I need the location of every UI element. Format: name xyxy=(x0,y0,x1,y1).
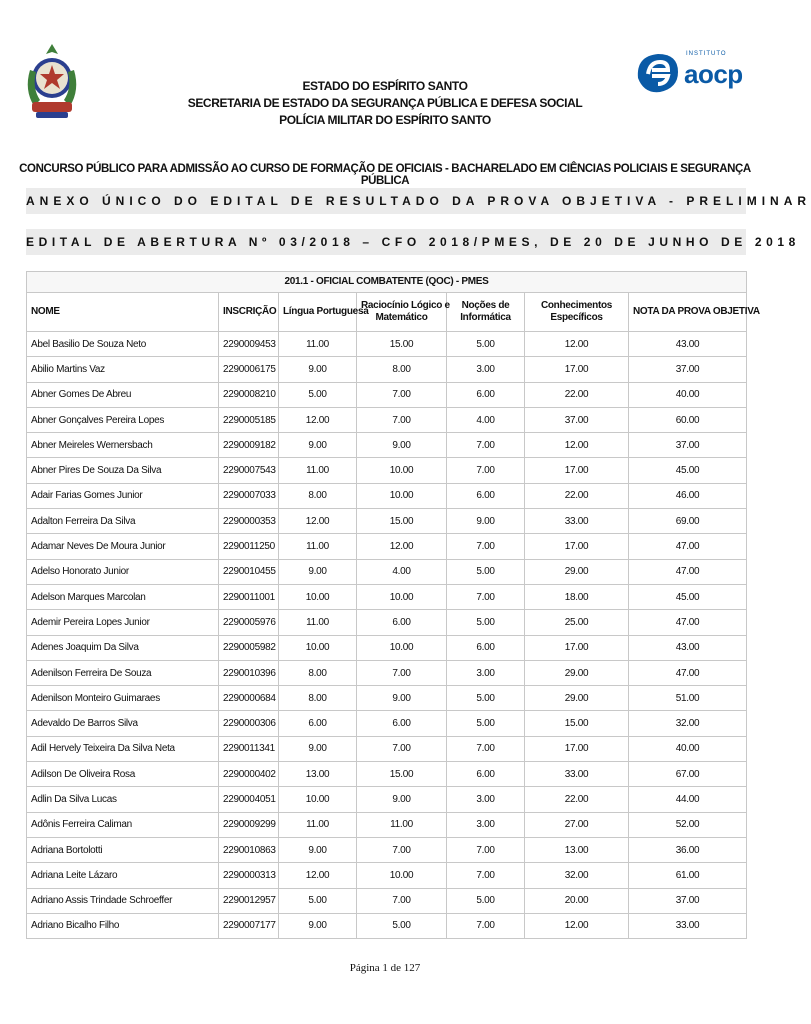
cell-nocoes: 5.00 xyxy=(447,610,525,635)
cell-portugues: 9.00 xyxy=(279,357,357,382)
cell-raciocinio: 10.00 xyxy=(357,863,447,888)
col-header-nocoes-line2: Informática xyxy=(460,312,511,323)
cell-conhecimentos: 22.00 xyxy=(525,483,629,508)
header-secretariat: SECRETARIA DE ESTADO DA SEGURANÇA PÚBLICA E DEFESA SOCIAL xyxy=(187,96,583,110)
cell-raciocinio: 6.00 xyxy=(357,610,447,635)
cell-raciocinio: 8.00 xyxy=(357,357,447,382)
cell-portugues: 5.00 xyxy=(279,888,357,913)
results-table xyxy=(26,271,760,939)
cell-raciocinio: 10.00 xyxy=(357,635,447,660)
cell-nota: 51.00 xyxy=(629,686,747,711)
cell-raciocinio: 9.00 xyxy=(357,787,447,812)
cell-nota: 36.00 xyxy=(629,837,747,862)
table-row xyxy=(27,888,747,913)
cell-nota: 61.00 xyxy=(629,863,747,888)
cell-nome: Adevaldo De Barros Silva xyxy=(27,711,219,736)
cell-nota: 60.00 xyxy=(629,407,747,432)
cell-nome: Adenilson Monteiro Guimaraes xyxy=(27,686,219,711)
cell-nocoes: 3.00 xyxy=(447,357,525,382)
cell-nome: Adriano Assis Trindade Schroeffer xyxy=(27,888,219,913)
cell-conhecimentos: 12.00 xyxy=(525,433,629,458)
cell-portugues: 10.00 xyxy=(279,787,357,812)
cell-raciocinio: 9.00 xyxy=(357,433,447,458)
table-row xyxy=(27,407,747,432)
cell-portugues: 9.00 xyxy=(279,559,357,584)
cell-inscricao: 2290011001 xyxy=(219,584,279,609)
cell-nota: 37.00 xyxy=(629,433,747,458)
cell-nota: 44.00 xyxy=(629,787,747,812)
cell-nocoes: 7.00 xyxy=(447,433,525,458)
cell-nota: 47.00 xyxy=(629,534,747,559)
cell-raciocinio: 7.00 xyxy=(357,382,447,407)
group-title: 201.1 - OFICIAL COMBATENTE (QOC) - PMES xyxy=(27,272,747,293)
cell-raciocinio: 10.00 xyxy=(357,458,447,483)
cell-portugues: 11.00 xyxy=(279,610,357,635)
cell-raciocinio: 9.00 xyxy=(357,686,447,711)
cell-inscricao: 2290008210 xyxy=(219,382,279,407)
cell-portugues: 12.00 xyxy=(279,509,357,534)
cell-nota: 43.00 xyxy=(629,635,747,660)
table-row xyxy=(27,357,747,382)
cell-inscricao: 2290004051 xyxy=(219,787,279,812)
cell-conhecimentos: 17.00 xyxy=(525,458,629,483)
cell-nocoes: 5.00 xyxy=(447,559,525,584)
cell-nome: Adamar Neves De Moura Junior xyxy=(27,534,219,559)
cell-inscricao: 2290007177 xyxy=(219,913,279,938)
cell-inscricao: 2290005976 xyxy=(219,610,279,635)
col-header-conhecimentos-line2: Específicos xyxy=(550,312,603,323)
cell-nome: Adelso Honorato Junior xyxy=(27,559,219,584)
cell-raciocinio: 11.00 xyxy=(357,812,447,837)
cell-nocoes: 6.00 xyxy=(447,635,525,660)
cell-nome: Adriana Bortolotti xyxy=(27,837,219,862)
cell-nocoes: 7.00 xyxy=(447,913,525,938)
cell-nocoes: 4.00 xyxy=(447,407,525,432)
cell-raciocinio: 15.00 xyxy=(357,509,447,534)
cell-raciocinio: 7.00 xyxy=(357,660,447,685)
cell-conhecimentos: 22.00 xyxy=(525,382,629,407)
cell-nota: 37.00 xyxy=(629,888,747,913)
col-header-nocoes xyxy=(447,293,525,332)
cell-portugues: 11.00 xyxy=(279,332,357,357)
cell-portugues: 11.00 xyxy=(279,534,357,559)
cell-nome: Abner Pires De Souza Da Silva xyxy=(27,458,219,483)
cell-inscricao: 2290005982 xyxy=(219,635,279,660)
cell-nome: Adenes Joaquim Da Silva xyxy=(27,635,219,660)
cell-nocoes: 3.00 xyxy=(447,812,525,837)
header-state: ESTADO DO ESPÍRITO SANTO xyxy=(302,79,468,93)
cell-conhecimentos: 17.00 xyxy=(525,357,629,382)
cell-conhecimentos: 17.00 xyxy=(525,635,629,660)
cell-conhecimentos: 17.00 xyxy=(525,534,629,559)
cell-nome: Abner Meireles Wernersbach xyxy=(27,433,219,458)
table-row xyxy=(27,762,747,787)
cell-nota: 52.00 xyxy=(629,812,747,837)
table-row xyxy=(27,711,747,736)
cell-nota: 45.00 xyxy=(629,584,747,609)
cell-nocoes: 7.00 xyxy=(447,584,525,609)
logo-name-text: aocp xyxy=(684,59,743,89)
cell-raciocinio: 7.00 xyxy=(357,407,447,432)
table-row xyxy=(27,787,747,812)
col-header-nota: NOTA DA PROVA OBJETIVA xyxy=(629,293,747,332)
cell-portugues: 12.00 xyxy=(279,407,357,432)
cell-portugues: 9.00 xyxy=(279,736,357,761)
edital-title: EDITAL DE ABERTURA Nº 03/2018 – CFO 2018/PMES, DE 20 DE JUNHO DE 2018 xyxy=(26,229,746,255)
cell-nome: Abner Gonçalves Pereira Lopes xyxy=(27,407,219,432)
cell-nota: 47.00 xyxy=(629,660,747,685)
cell-inscricao: 2290009299 xyxy=(219,812,279,837)
cell-nota: 40.00 xyxy=(629,736,747,761)
table-row xyxy=(27,433,747,458)
cell-nome: Adenilson Ferreira De Souza xyxy=(27,660,219,685)
table-row xyxy=(27,812,747,837)
cell-conhecimentos: 13.00 xyxy=(525,837,629,862)
cell-raciocinio: 12.00 xyxy=(357,534,447,559)
cell-conhecimentos: 33.00 xyxy=(525,762,629,787)
cell-portugues: 6.00 xyxy=(279,711,357,736)
cell-portugues: 9.00 xyxy=(279,837,357,862)
cell-inscricao: 2290000402 xyxy=(219,762,279,787)
cell-inscricao: 2290012957 xyxy=(219,888,279,913)
cell-nome: Adalton Ferreira Da Silva xyxy=(27,509,219,534)
col-header-conhecimentos-line1: Conhecimentos xyxy=(540,300,613,311)
cell-inscricao: 2290000306 xyxy=(219,711,279,736)
cell-nocoes: 3.00 xyxy=(447,787,525,812)
cell-portugues: 8.00 xyxy=(279,686,357,711)
cell-nocoes: 5.00 xyxy=(447,888,525,913)
cell-inscricao: 2290000684 xyxy=(219,686,279,711)
cell-inscricao: 2290005185 xyxy=(219,407,279,432)
cell-portugues: 5.00 xyxy=(279,382,357,407)
cell-nome: Adilson De Oliveira Rosa xyxy=(27,762,219,787)
cell-nocoes: 7.00 xyxy=(447,736,525,761)
cell-nota: 33.00 xyxy=(629,913,747,938)
cell-nome: Abilio Martins Vaz xyxy=(27,357,219,382)
cell-nome: Adlin Da Silva Lucas xyxy=(27,787,219,812)
table-row xyxy=(27,610,747,635)
col-header-inscricao: INSCRIÇÃO xyxy=(219,293,279,332)
cell-conhecimentos: 33.00 xyxy=(525,509,629,534)
cell-conhecimentos: 20.00 xyxy=(525,888,629,913)
cell-nota: 45.00 xyxy=(629,458,747,483)
cell-nome: Adil Hervely Teixeira Da Silva Neta xyxy=(27,736,219,761)
cell-portugues: 10.00 xyxy=(279,635,357,660)
cell-raciocinio: 15.00 xyxy=(357,762,447,787)
cell-nome: Adelson Marques Marcolan xyxy=(27,584,219,609)
cell-inscricao: 2290009453 xyxy=(219,332,279,357)
cell-nocoes: 7.00 xyxy=(447,863,525,888)
table-row xyxy=(27,509,747,534)
cell-nocoes: 9.00 xyxy=(447,509,525,534)
cell-nome: Adair Farias Gomes Junior xyxy=(27,483,219,508)
table-row xyxy=(27,635,747,660)
cell-nota: 69.00 xyxy=(629,509,747,534)
cell-raciocinio: 10.00 xyxy=(357,483,447,508)
cell-conhecimentos: 22.00 xyxy=(525,787,629,812)
cell-raciocinio: 10.00 xyxy=(357,584,447,609)
col-header-nome: NOME xyxy=(27,293,219,332)
cell-raciocinio: 7.00 xyxy=(357,736,447,761)
cell-inscricao: 2290010396 xyxy=(219,660,279,685)
cell-portugues: 13.00 xyxy=(279,762,357,787)
col-header-conhecimentos xyxy=(525,293,629,332)
cell-raciocinio: 7.00 xyxy=(357,837,447,862)
cell-portugues: 9.00 xyxy=(279,433,357,458)
table-row xyxy=(27,584,747,609)
cell-conhecimentos: 29.00 xyxy=(525,559,629,584)
results-table-container xyxy=(26,271,760,939)
cell-nota: 37.00 xyxy=(629,357,747,382)
cell-portugues: 8.00 xyxy=(279,483,357,508)
page-number: Página 1 de 127 xyxy=(349,962,421,974)
col-header-portugues: Língua Portuguesa xyxy=(279,293,357,332)
col-header-raciocinio-line2: Matemático xyxy=(375,312,428,323)
cell-inscricao: 2290010863 xyxy=(219,837,279,862)
cell-nota: 43.00 xyxy=(629,332,747,357)
concurso-title: CONCURSO PÚBLICO PARA ADMISSÃO AO CURSO DE FORMAÇÃO DE OFICIAIS - BACHARELADO EM CIÊNCIAS POLICIAIS E SEGURANÇA PÚBLICA xyxy=(19,163,751,187)
cell-portugues: 11.00 xyxy=(279,458,357,483)
cell-nocoes: 7.00 xyxy=(447,837,525,862)
cell-inscricao: 2290010455 xyxy=(219,559,279,584)
results-table-body xyxy=(27,332,747,939)
table-row xyxy=(27,458,747,483)
cell-nocoes: 5.00 xyxy=(447,686,525,711)
cell-conhecimentos: 25.00 xyxy=(525,610,629,635)
cell-nocoes: 3.00 xyxy=(447,660,525,685)
cell-nota: 40.00 xyxy=(629,382,747,407)
cell-conhecimentos: 37.00 xyxy=(525,407,629,432)
table-row xyxy=(27,736,747,761)
cell-raciocinio: 5.00 xyxy=(357,913,447,938)
cell-portugues: 11.00 xyxy=(279,812,357,837)
table-row xyxy=(27,559,747,584)
cell-portugues: 8.00 xyxy=(279,660,357,685)
col-header-nocoes-line1: Noções de xyxy=(461,300,510,311)
table-row xyxy=(27,837,747,862)
table-row xyxy=(27,863,747,888)
cell-nocoes: 6.00 xyxy=(447,483,525,508)
cell-nome: Adônis Ferreira Caliman xyxy=(27,812,219,837)
cell-portugues: 12.00 xyxy=(279,863,357,888)
cell-conhecimentos: 29.00 xyxy=(525,686,629,711)
cell-nota: 67.00 xyxy=(629,762,747,787)
cell-inscricao: 2290000353 xyxy=(219,509,279,534)
cell-nota: 46.00 xyxy=(629,483,747,508)
cell-conhecimentos: 27.00 xyxy=(525,812,629,837)
cell-raciocinio: 15.00 xyxy=(357,332,447,357)
anexo-title: ANEXO ÚNICO DO EDITAL DE RESULTADO DA PROVA OBJETIVA - PRELIMINAR xyxy=(26,188,746,214)
cell-nota: 32.00 xyxy=(629,711,747,736)
cell-conhecimentos: 17.00 xyxy=(525,736,629,761)
cell-raciocinio: 6.00 xyxy=(357,711,447,736)
cell-nocoes: 7.00 xyxy=(447,534,525,559)
logo-institute-text: INSTITUTO xyxy=(686,51,727,57)
cell-nocoes: 7.00 xyxy=(447,458,525,483)
cell-nome: Abner Gomes De Abreu xyxy=(27,382,219,407)
cell-inscricao: 2290011341 xyxy=(219,736,279,761)
cell-inscricao: 2290007033 xyxy=(219,483,279,508)
cell-inscricao: 2290007543 xyxy=(219,458,279,483)
table-row xyxy=(27,332,747,357)
table-row xyxy=(27,686,747,711)
cell-inscricao: 2290011250 xyxy=(219,534,279,559)
col-header-raciocinio-line1: Raciocínio Lógico e xyxy=(361,300,450,311)
table-row xyxy=(27,660,747,685)
document-header xyxy=(0,78,770,129)
cell-conhecimentos: 18.00 xyxy=(525,584,629,609)
cell-inscricao: 2290000313 xyxy=(219,863,279,888)
cell-nome: Ademir Pereira Lopes Junior xyxy=(27,610,219,635)
cell-nocoes: 6.00 xyxy=(447,762,525,787)
table-row xyxy=(27,483,747,508)
cell-conhecimentos: 12.00 xyxy=(525,332,629,357)
cell-conhecimentos: 32.00 xyxy=(525,863,629,888)
cell-nocoes: 5.00 xyxy=(447,332,525,357)
cell-conhecimentos: 12.00 xyxy=(525,913,629,938)
table-row xyxy=(27,913,747,938)
header-police: POLÍCIA MILITAR DO ESPÍRITO SANTO xyxy=(279,113,491,127)
cell-raciocinio: 7.00 xyxy=(357,888,447,913)
cell-nocoes: 5.00 xyxy=(447,711,525,736)
cell-nocoes: 6.00 xyxy=(447,382,525,407)
cell-portugues: 9.00 xyxy=(279,913,357,938)
cell-nome: Adriana Leite Lázaro xyxy=(27,863,219,888)
cell-inscricao: 2290006175 xyxy=(219,357,279,382)
table-row xyxy=(27,382,747,407)
cell-nota: 47.00 xyxy=(629,559,747,584)
cell-nome: Abel Basilio De Souza Neto xyxy=(27,332,219,357)
cell-nota: 47.00 xyxy=(629,610,747,635)
cell-nome: Adriano Bicalho Filho xyxy=(27,913,219,938)
col-header-raciocinio xyxy=(357,293,450,332)
cell-conhecimentos: 15.00 xyxy=(525,711,629,736)
table-row xyxy=(27,534,747,559)
cell-portugues: 10.00 xyxy=(279,584,357,609)
cell-raciocinio: 4.00 xyxy=(357,559,447,584)
cell-conhecimentos: 29.00 xyxy=(525,660,629,685)
cell-inscricao: 2290009182 xyxy=(219,433,279,458)
